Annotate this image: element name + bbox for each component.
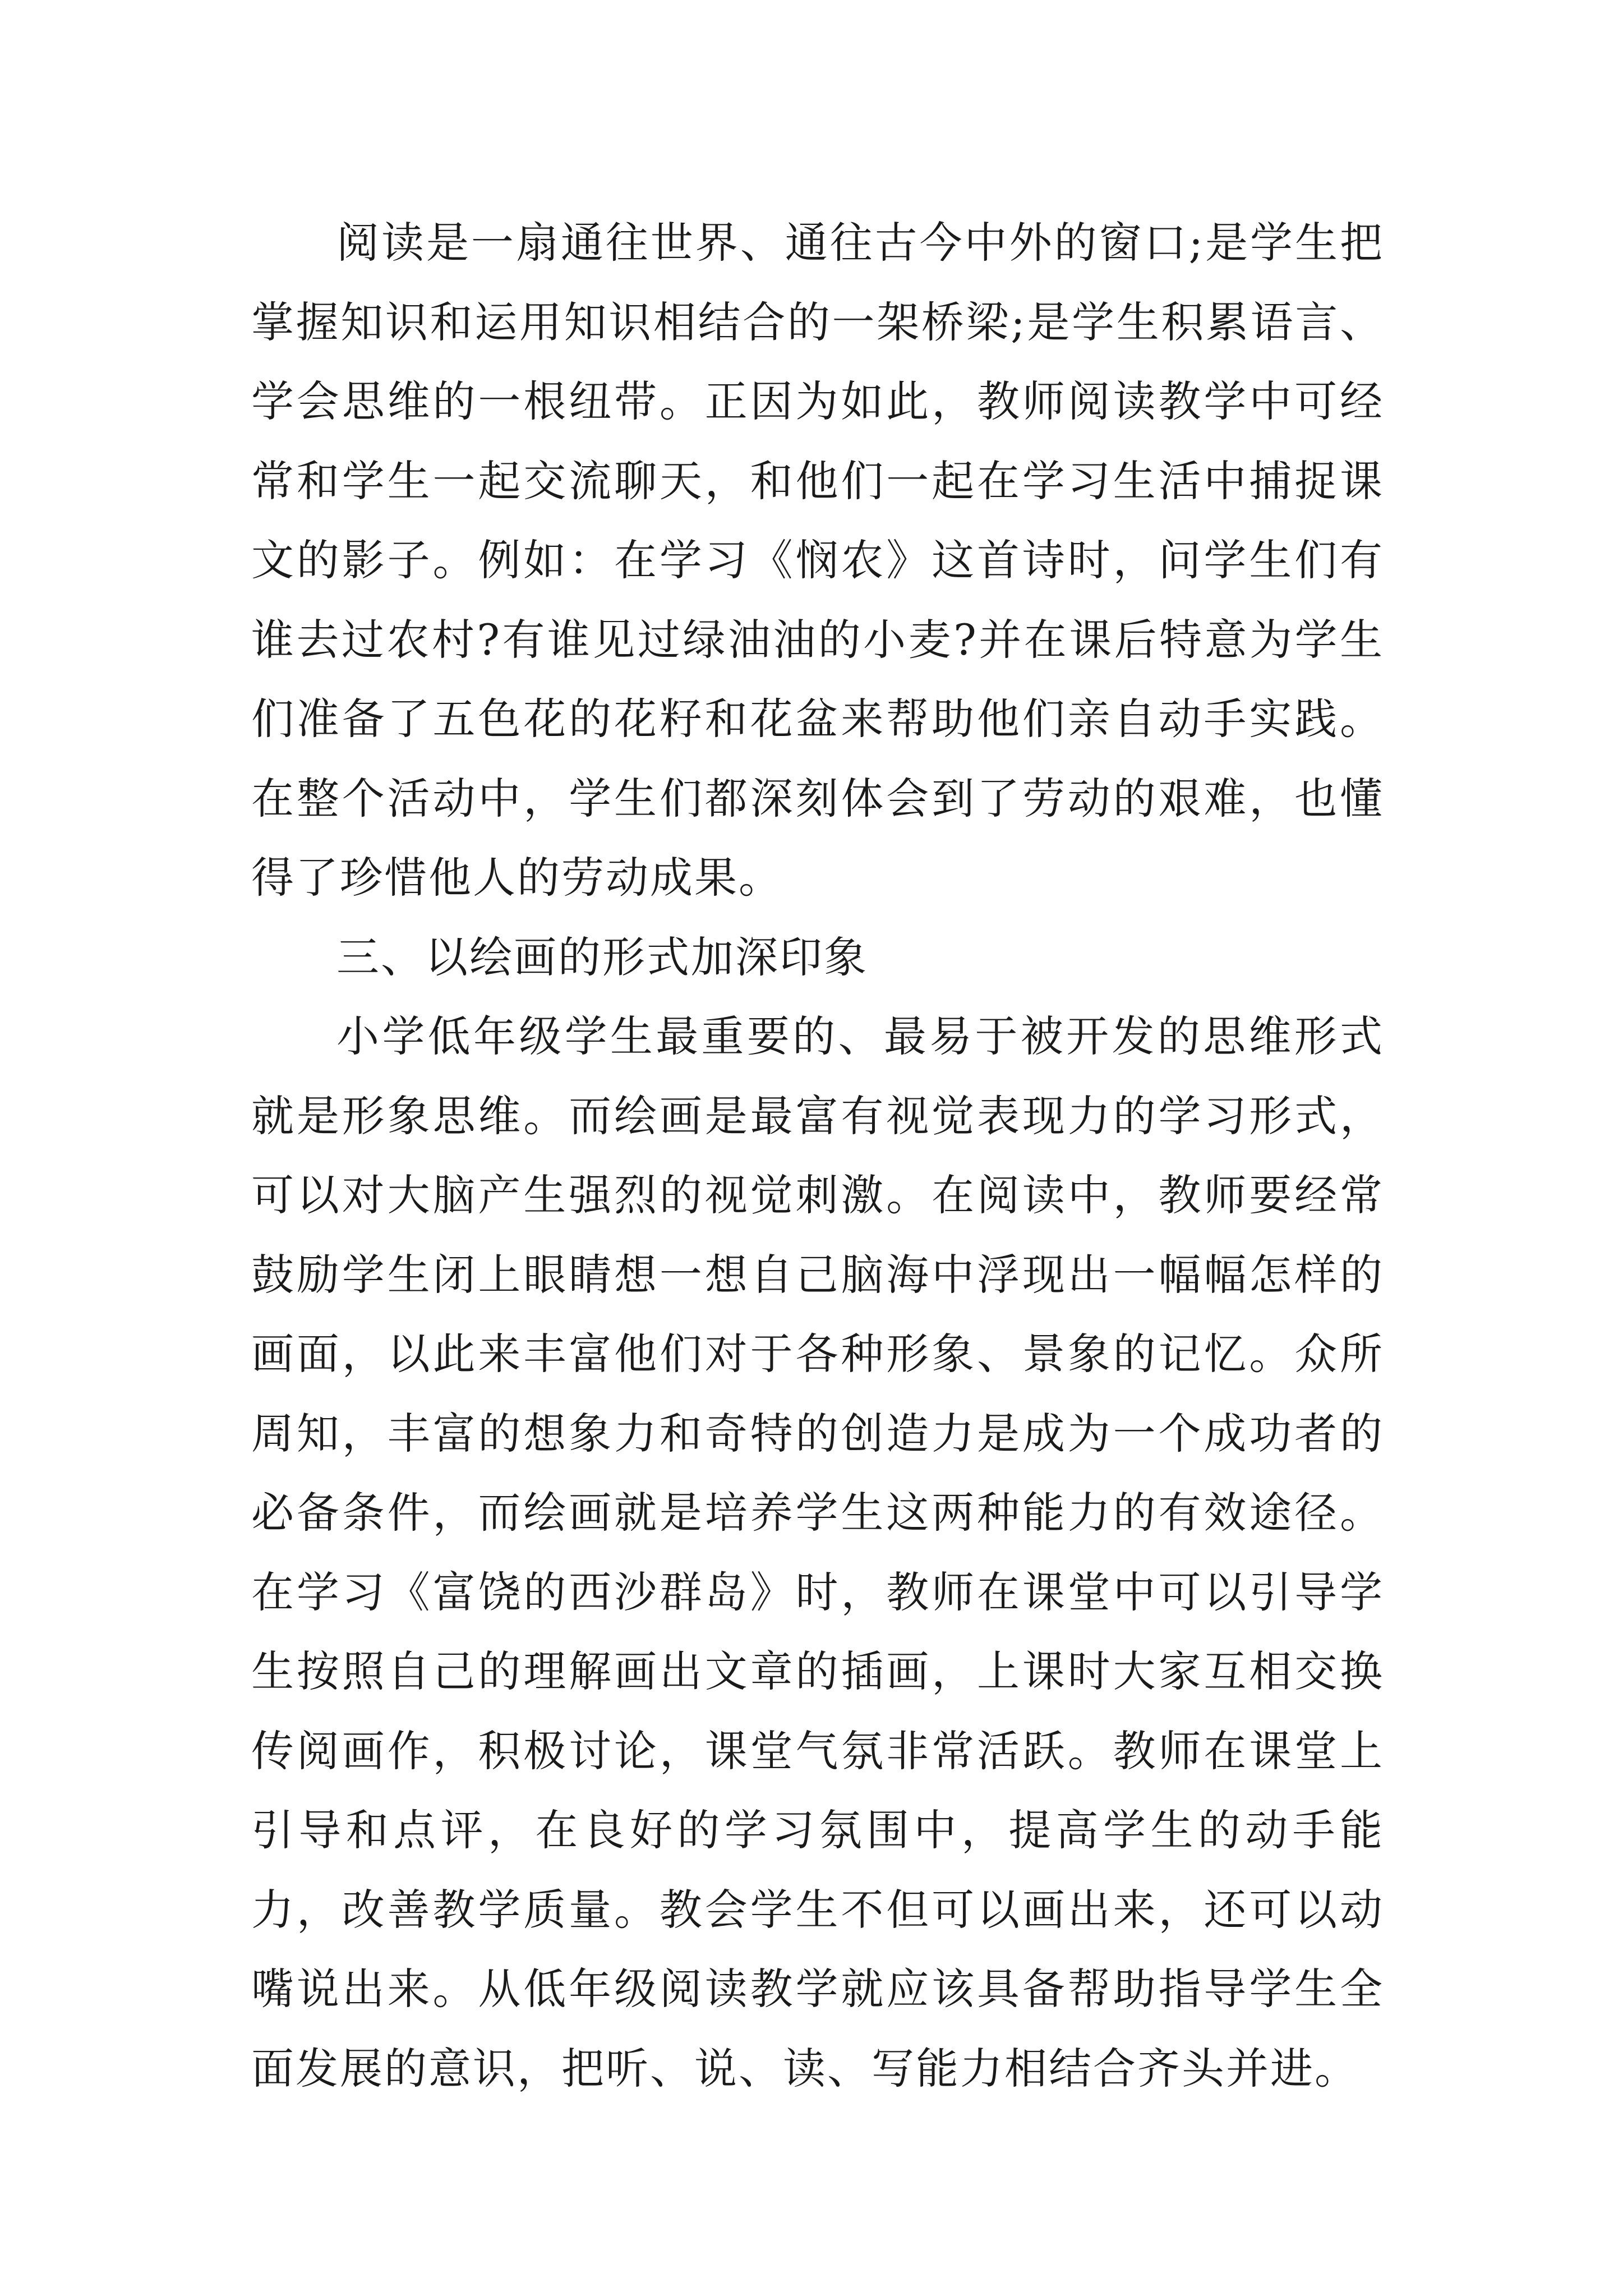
document-body (251, 203, 1384, 2108)
section-heading-drawing: 三、以绘画的形式加深印象 (336, 932, 868, 982)
paragraph-reading-window: 阅读是一扇通往世界、通往古今中外的窗口;是学生把掌握知识和运用知识相结合的一架桥梁;是学生积累语言、学会思维的一根纽带。正因为如此，教师阅读教学中可经常和学生一起交流聊天，和他们一起在学习生活中捕捉课文的影子。例如：在学习《悯农》这首诗时，问学生们有谁去过农村?有谁见过绿油油的小麦?并在课后特意为学生们准备了五色花的花籽和花盆来帮助他们亲自动手实践。在整个活动中，学生们都深刻体会到了劳动的艰难，也懂得了珍惜他人的劳动成果。 (251, 218, 1384, 903)
paragraph-image-thinking: 小学低年级学生最重要的、最易于被开发的思维形式就是形象思维。而绘画是最富有视觉表现力的学习形式，可以对大脑产生强烈的视觉刺激。在阅读中，教师要经常鼓励学生闭上眼睛想一想自己脑海中浮现出一幅幅怎样的画面，以此来丰富他们对于各种形象、景象的记忆。众所周知，丰富的想象力和奇特的创造力是成为一个成功者的必备条件，而绘画就是培养学生这两种能力的有效途径。在学习《富饶的西沙群岛》时，教师在课堂中可以引导学生按照自己的理解画出文章的插画，上课时大家互相交换传阅画作，积极讨论，课堂气氛非常活跃。教师在课堂上引导和点评，在良好的学习氛围中，提高学生的动手能力，改善教学质量。教会学生不但可以画出来，还可以动嘴说出来。从低年级阅读教学就应该具备帮助指导学生全面发展的意识，把听、说、读、写能力相结合齐头并进。 (251, 1011, 1384, 2093)
